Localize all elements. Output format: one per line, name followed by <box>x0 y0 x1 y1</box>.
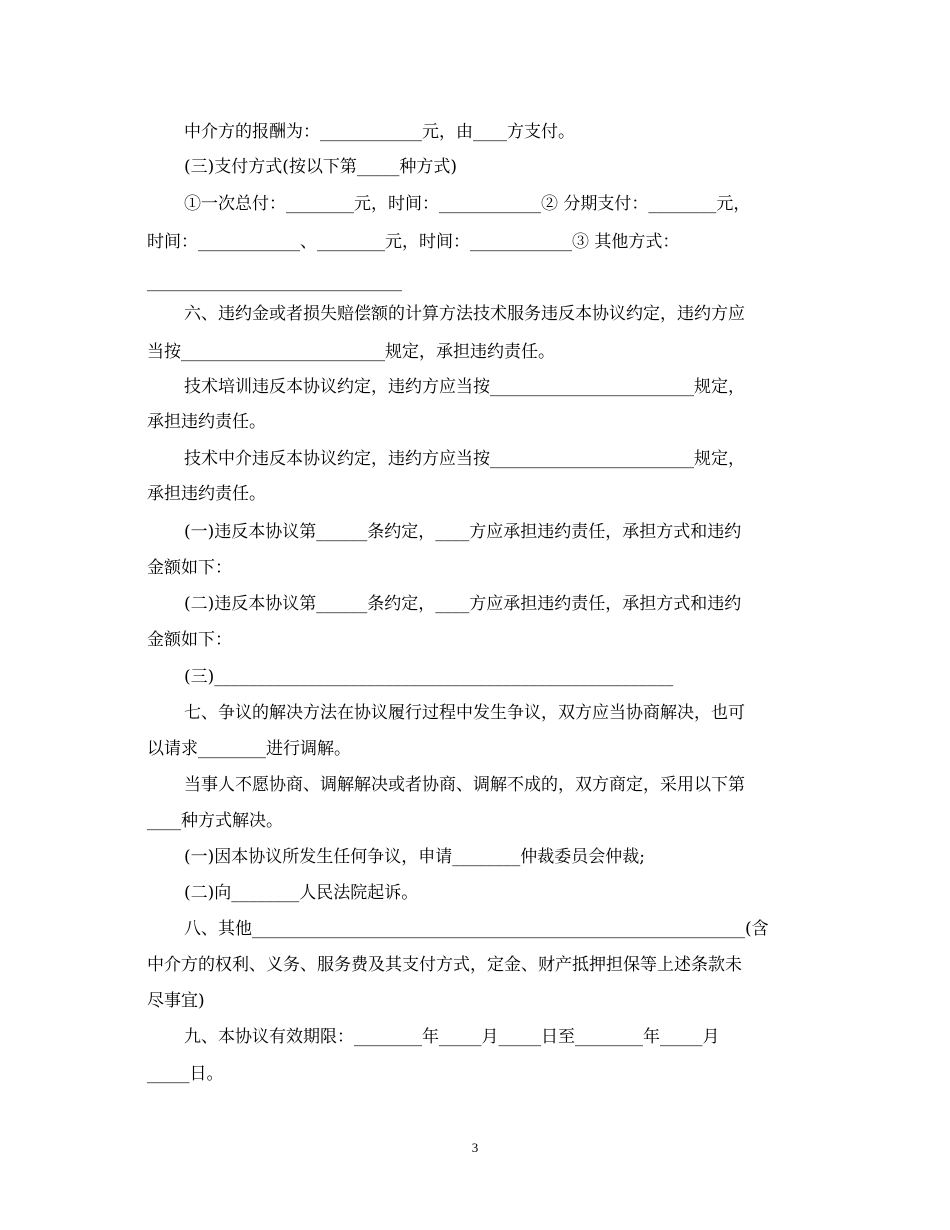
page-number: 3 <box>471 1140 479 1155</box>
text-line: 中介方的报酬为：____________元，由____方支付。 <box>184 122 575 142</box>
text-line: 当事人不愿协商、调解解决或者协商、调解不成的，双方商定，采用以下第 <box>184 775 745 795</box>
text-line: 时间：____________、________元，时间：____________③ 其他方式： <box>147 232 680 252</box>
text-line: 九、本协议有效期限：________年_____月_____日至________年_____月 <box>184 1027 720 1047</box>
text-line: 技术中介违反本协议约定，违约方应当按________________________规定， <box>184 449 745 469</box>
text-line: ____种方式解决。 <box>147 811 283 831</box>
text-line: 以请求________进行调解。 <box>147 739 351 759</box>
text-line: 尽事宜) <box>147 991 205 1011</box>
text-line: (一)违反本协议第______条约定，____方应承担违约责任，承担方式和违约 <box>184 522 742 542</box>
text-line: 金额如下： <box>147 558 232 578</box>
text-line: (二)向________人民法院起诉。 <box>184 883 419 903</box>
text-line: 技术培训违反本协议约定，违约方应当按________________________规定， <box>184 377 745 397</box>
text-line: 当按________________________规定，承担违约责任。 <box>147 342 555 362</box>
text-line: _____日。 <box>147 1064 224 1084</box>
text-line: 七、争议的解决方法在协议履行过程中发生争议，双方应当协商解决，也可 <box>184 703 745 723</box>
text-line: (三)______________________________________________________ <box>184 667 674 687</box>
text-line: 八、其他__________________________________________________________(含 <box>184 919 769 939</box>
text-line: (三)支付方式(按以下第_____种方式) <box>184 157 458 177</box>
text-line: ______________________________ <box>147 272 402 292</box>
text-line: 六、违约金或者损失赔偿额的计算方法技术服务违反本协议约定，违约方应 <box>184 304 745 324</box>
text-line: 承担违约责任。 <box>147 412 266 432</box>
text-line: 金额如下： <box>147 630 232 650</box>
text-line: (二)违反本协议第______条约定，____方应承担违约责任，承担方式和违约 <box>184 594 742 614</box>
text-line: 承担违约责任。 <box>147 484 266 504</box>
text-line: 中介方的权利、义务、服务费及其支付方式，定金、财产抵押担保等上述条款未 <box>147 955 742 975</box>
text-line: ①一次总付：________元，时间：____________② 分期支付：________元， <box>184 194 751 214</box>
text-line: (一)因本协议所发生任何争议，申请________仲裁委员会仲裁; <box>184 847 645 867</box>
